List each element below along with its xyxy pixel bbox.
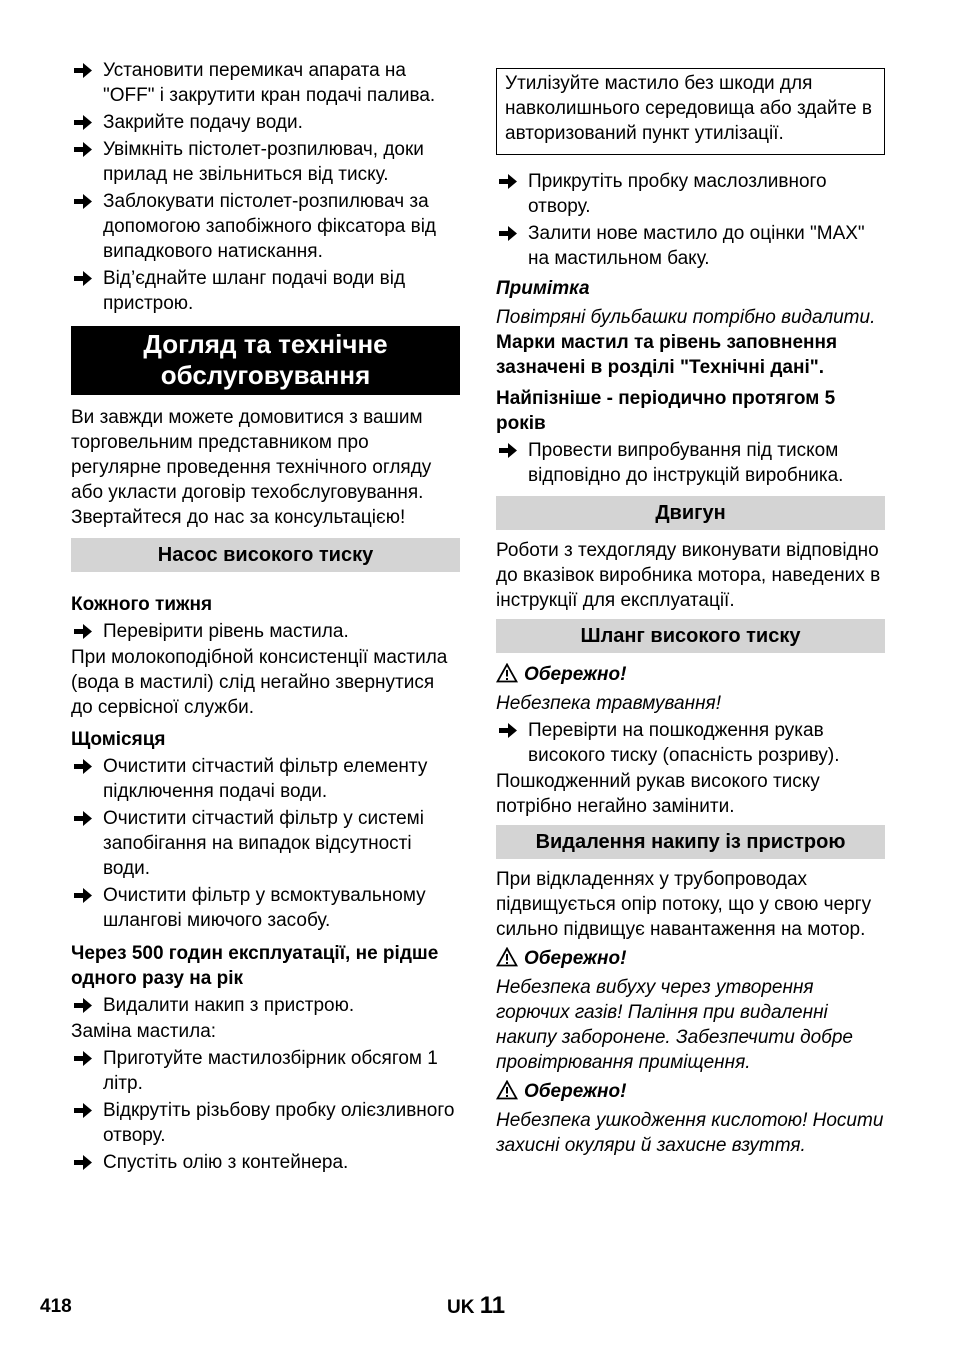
caution-heading	[496, 1079, 885, 1104]
hose-heading: Шланг високого тиску	[496, 619, 885, 653]
monthly-label: Щомісяця	[71, 729, 166, 750]
list-item	[71, 754, 460, 804]
list-item	[496, 221, 885, 271]
bullet-text: Прикрутіть пробку маслозливного отвору.	[528, 171, 827, 217]
list-item	[71, 266, 460, 316]
caution-heading	[496, 662, 885, 687]
brands-text: Марки мастил та рівень заповнення зазначені в розділі "Технічні дані".	[496, 332, 838, 378]
bullet-text: Очистити фільтр у всмоктувальному шлангові миючого засобу.	[103, 885, 426, 931]
note-label: Примітка	[496, 278, 590, 299]
arrow-right-icon	[72, 619, 94, 644]
list-item	[71, 1098, 460, 1148]
note-text: Повітряні бульбашки потрібно видалити.	[496, 307, 876, 328]
caution-heading	[496, 946, 885, 971]
warning-triangle-icon	[496, 947, 518, 967]
caution-label: Обережно!	[524, 664, 627, 685]
arrow-right-icon	[72, 883, 94, 908]
arrow-right-icon	[72, 993, 94, 1018]
hose-text: Пошкодженний рукав високого тиску потрібно негайно замінити.	[496, 771, 820, 817]
caution-label: Обережно!	[524, 1081, 627, 1102]
warning-triangle-icon	[496, 1080, 518, 1100]
explosion-text: Небезпека вибуху через утворення горючих газів! Паління при видаленні накипу заборонене. Забезпечити добре провітрювання приміщення.	[496, 977, 853, 1073]
language-code: UK	[447, 1297, 475, 1318]
caution-label: Обережно!	[524, 948, 627, 969]
arrow-right-icon	[72, 1098, 94, 1123]
engine-text: Роботи з техдогляду виконувати відповідно до вказівок виробника мотора, наведених в інструкції для експлуатації.	[496, 540, 881, 611]
pump-heading: Насос високого тиску	[71, 538, 460, 572]
arrow-right-icon	[72, 266, 94, 291]
hose-warning-text: Небезпека травмування!	[496, 693, 721, 714]
bullet-text: Відкрутіть різьбову пробку олієзливного отвору.	[103, 1100, 455, 1146]
list-item	[71, 993, 460, 1018]
arrow-right-icon	[72, 806, 94, 831]
arrow-right-icon	[72, 189, 94, 214]
section-page-number: 11	[479, 1292, 506, 1319]
arrow-right-icon	[72, 58, 94, 83]
weekly-text: При молокоподібной консистенції мастила (вода в мастилі) слід негайно звернутися до сервісної служби.	[71, 647, 448, 718]
arrow-right-icon	[72, 110, 94, 135]
section-page-label	[447, 1292, 505, 1320]
list-item	[71, 137, 460, 187]
left-column	[71, 56, 460, 1176]
weekly-label: Кожного тижня	[71, 594, 213, 615]
hours-label: Через 500 годин експлуатації, не рідше одного разу на рік	[71, 943, 439, 989]
bullet-text: Приготуйте мастилозбірник обсягом 1 літр.	[103, 1048, 438, 1094]
bullet-text: Від’єднайте шланг подачі води від пристрою.	[103, 268, 406, 314]
list-item	[71, 883, 460, 933]
list-item	[71, 58, 460, 108]
descale-heading: Видалення накипу із пристрою	[496, 825, 885, 859]
descale-text: При відкладеннях у трубопроводах підвищується опір потоку, що у свою чергу сильно підвищує навантаження на мотор.	[496, 869, 872, 940]
bullet-text: Очистити сітчастий фільтр елементу підключення подачі води.	[103, 756, 428, 802]
bullet-text: Спустіть олію з контейнера.	[103, 1152, 349, 1173]
bullet-text: Заблокувати пістолет-розпилювач за допомогою запобіжного фіксатора від випадкового натискання.	[103, 191, 437, 262]
right-column	[496, 56, 885, 1158]
arrow-right-icon	[497, 169, 519, 194]
arrow-right-icon	[497, 438, 519, 463]
list-item	[71, 1150, 460, 1175]
box-text: Утилізуйте мастило без шкоди для навколишнього середовища або здайте в авторизований пункт утилізації.	[505, 73, 872, 144]
five-years-label: Найпізніше - періодично протягом 5 років	[496, 388, 836, 434]
bullet-text: Перевірити рівень мастила.	[103, 621, 349, 642]
oil-change-label: Заміна мастила:	[71, 1021, 217, 1042]
bullet-text: Провести випробування під тиском відповідно до інструкцій виробника.	[528, 440, 844, 486]
list-item	[496, 169, 885, 219]
list-item	[71, 619, 460, 644]
bullet-text: Видалити накип з пристрою.	[103, 995, 355, 1016]
bullet-text: Закрийте подачу води.	[103, 112, 303, 133]
intro-text: Ви завжди можете домовитися з вашим торговельним представником про регулярне проведення технічного огляду або укласти договір техобслуговування. Звертайтеся до нас за консультацією!	[71, 407, 432, 528]
list-item	[496, 438, 885, 488]
bullet-text: Залити нове мастило до оцінки "MAX" на мастильном баку.	[528, 223, 865, 269]
arrow-right-icon	[497, 221, 519, 246]
warning-triangle-icon	[496, 663, 518, 683]
arrow-right-icon	[72, 1150, 94, 1175]
engine-heading: Двигун	[496, 496, 885, 530]
arrow-right-icon	[72, 137, 94, 162]
list-item	[71, 110, 460, 135]
list-item	[71, 189, 460, 264]
info-box	[496, 68, 885, 155]
acid-text: Небезпека ушкодження кислотою! Носити захисні окуляри й захисне взуття.	[496, 1110, 884, 1156]
bullet-text: Очистити сітчастий фільтр у системі запобігання на випадок відсутності води.	[103, 808, 424, 879]
bullet-text: Увімкніть пістолет-розпилювач, доки прилад не звільниться від тиску.	[103, 139, 424, 185]
arrow-right-icon	[497, 718, 519, 743]
page-number: 418	[40, 1296, 72, 1317]
arrow-right-icon	[72, 754, 94, 779]
main-heading: Догляд та технічне обслуговування	[71, 326, 460, 395]
bullet-text: Установити перемикач апарата на "OFF" і закрутити кран подачі палива.	[103, 60, 436, 106]
list-item	[496, 718, 885, 768]
list-item	[71, 806, 460, 881]
list-item	[71, 1046, 460, 1096]
arrow-right-icon	[72, 1046, 94, 1071]
bullet-text: Перевірти на пошкодження рукав високого тиску (опасність розриву).	[528, 720, 840, 766]
